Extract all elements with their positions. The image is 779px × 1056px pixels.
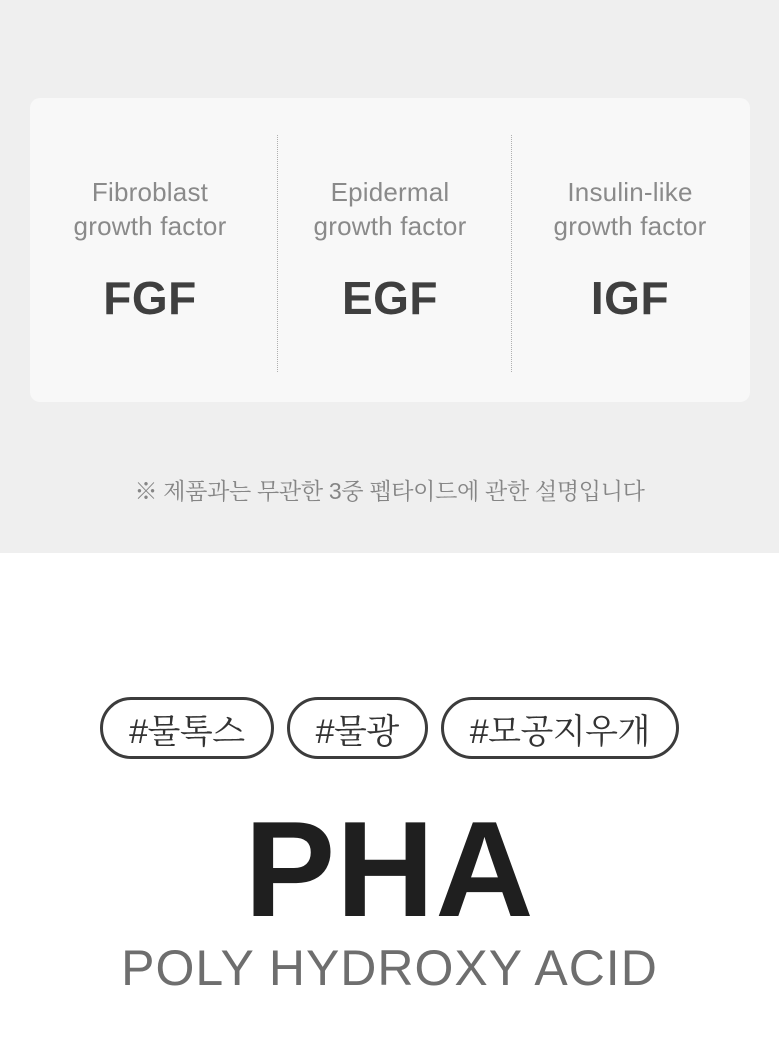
hashtag-pill-mogong: #모공지우개 [441,697,679,759]
hashtag-pill-multoks: #물톡스 [100,697,273,759]
igf-label [554,175,707,243]
egf-acronym: EGF [341,272,439,324]
fgf-label-line2: growth factor [73,211,227,241]
egf-label-line2: growth factor [313,211,467,241]
pha-section [0,553,779,1056]
igf-acronym: IGF [590,272,670,324]
igf-label-line1: Insulin-like [567,177,693,207]
hashtag-pill-mulgwang: #물광 [287,697,428,759]
dotted-divider [511,135,512,372]
egf-label [314,175,467,243]
fgf-label-line1: Fibroblast [91,177,209,207]
pha-title: PHA [244,793,535,945]
fgf-acronym: FGF [103,272,197,324]
disclaimer-note: ※ 제품과는 무관한 3중 펩타이드에 관한 설명입니다 [134,478,645,504]
igf-label-line2: growth factor [553,211,707,241]
growth-factor-column-fgf [30,98,270,402]
growth-factor-column-egf [270,98,510,402]
egf-label-line1: Epidermal [330,177,450,207]
growth-factor-card [30,98,750,402]
dotted-divider [277,135,278,372]
pha-subtitle: POLY HYDROXY ACID [121,940,658,996]
hashtag-row [0,697,779,759]
fgf-label [74,175,227,243]
growth-factor-column-igf [510,98,750,402]
